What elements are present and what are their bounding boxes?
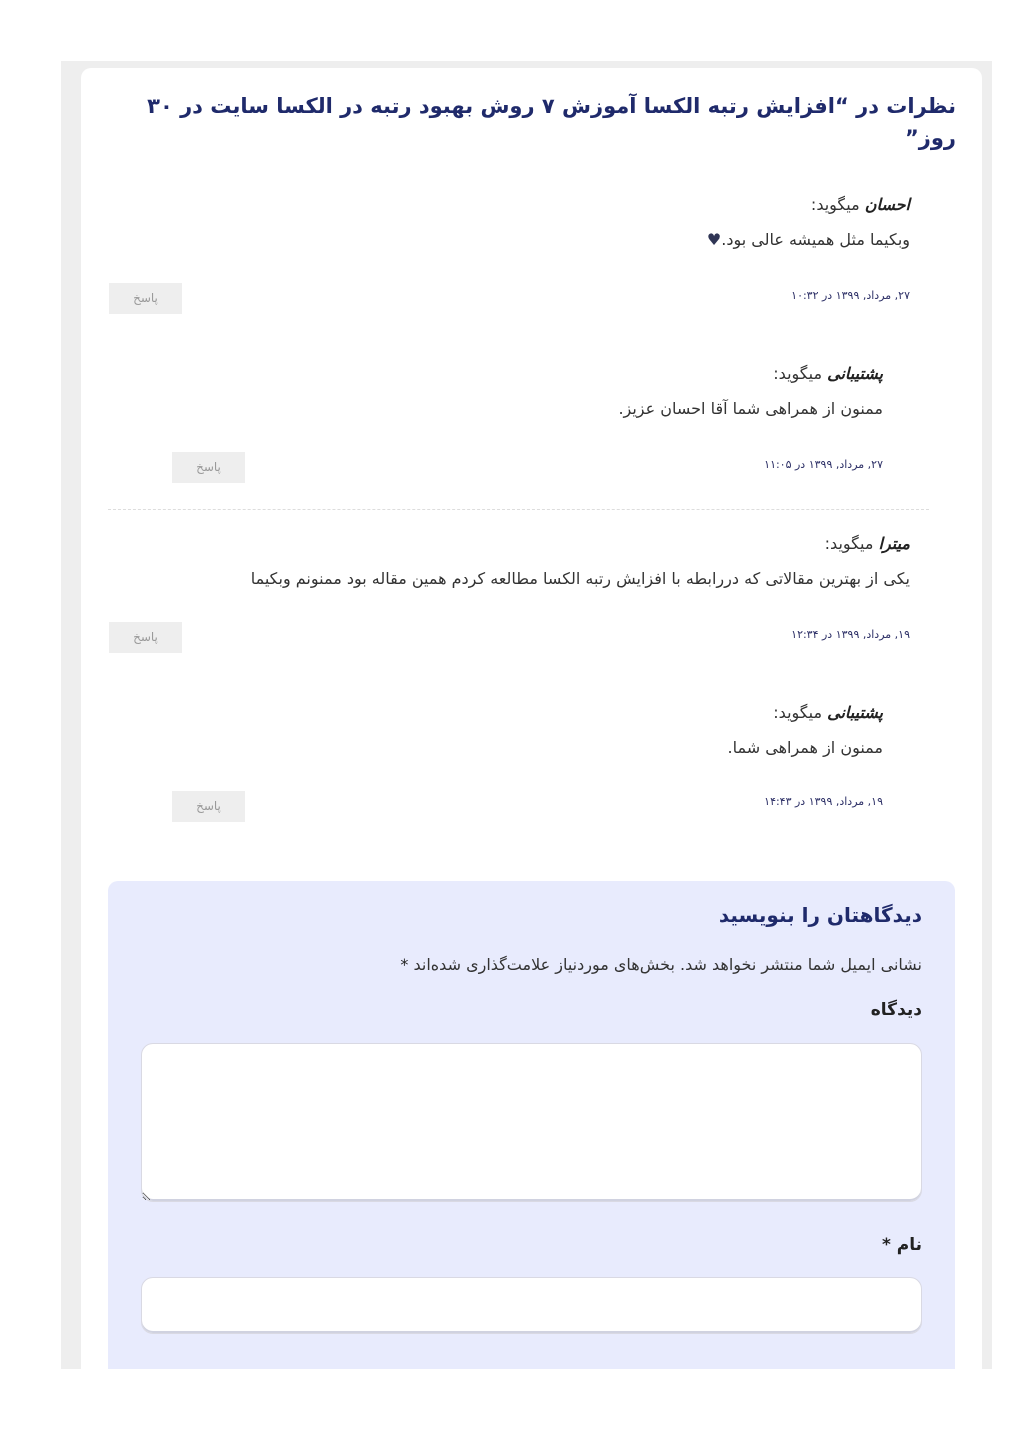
says-label: میگوید: — [810, 195, 860, 214]
comment-author[interactable]: پشتیبانی — [827, 364, 883, 383]
notes-text: نشانی ایمیل شما منتشر نخواهد شد. بخش‌های موردنیاز علامت‌گذاری شده‌اند — [413, 955, 922, 974]
reply-button[interactable]: پاسخ — [109, 622, 182, 653]
comment-textarea[interactable] — [141, 1043, 922, 1202]
comment-divider — [108, 509, 929, 510]
reply-button[interactable]: پاسخ — [109, 283, 182, 314]
comment-author-line — [811, 195, 910, 214]
required-mark: * — [400, 955, 409, 974]
comment-date[interactable]: ۲۷, مرداد, ۱۳۹۹ در ۱۱:۰۵ — [764, 458, 883, 471]
comment-text: یکی از بهترین مقالاتی که دررابطه با افزایش رتبه الکسا مطالعه کردم همین مقاله بود ممنونم وبکیما — [250, 569, 910, 588]
form-notes — [400, 955, 922, 974]
comment-body: وبکیما مثل همیشه عالی بود. — [721, 230, 910, 249]
name-label-text: نام — [896, 1235, 922, 1255]
comment-date[interactable]: ۲۷, مرداد, ۱۳۹۹ در ۱۰:۳۲ — [791, 289, 910, 302]
comment-author[interactable]: پشتیبانی — [827, 703, 883, 722]
comment-date[interactable]: ۱۹, مرداد, ۱۳۹۹ در ۱۴:۴۳ — [764, 795, 883, 808]
name-input[interactable] — [141, 1277, 922, 1334]
form-title: دیدگاهتان را بنویسید — [718, 903, 922, 927]
comment-form — [108, 881, 955, 1369]
comment-author[interactable]: میترا — [878, 534, 910, 553]
reply-button[interactable]: پاسخ — [172, 791, 245, 822]
comment-author-line — [825, 534, 910, 553]
comment-date[interactable]: ۱۹, مرداد, ۱۳۹۹ در ۱۲:۳۴ — [791, 628, 910, 641]
required-mark: * — [881, 1235, 891, 1255]
comment-author-line — [773, 364, 883, 383]
comment-label: دیدگاه — [870, 1000, 922, 1020]
says-label: میگوید: — [773, 364, 823, 383]
comment-author[interactable]: احسان — [864, 195, 910, 214]
comment-text: ممنون از همراهی شما. — [727, 738, 883, 757]
comment-author-line — [773, 703, 883, 722]
heart-icon: ♥ — [706, 230, 722, 249]
comment-text: ممنون از همراهی شما آقا احسان عزیز. — [618, 399, 883, 418]
says-label: میگوید: — [773, 703, 823, 722]
says-label: میگوید: — [824, 534, 874, 553]
comments-section — [81, 68, 982, 1369]
name-label — [882, 1235, 922, 1255]
comments-title: نظرات در “افزایش رتبه الکسا آموزش ۷ روش بهبود رتبه در الکسا سایت در ۳۰ روز” — [147, 94, 956, 150]
comment-text — [707, 230, 910, 249]
reply-button[interactable]: پاسخ — [172, 452, 245, 483]
